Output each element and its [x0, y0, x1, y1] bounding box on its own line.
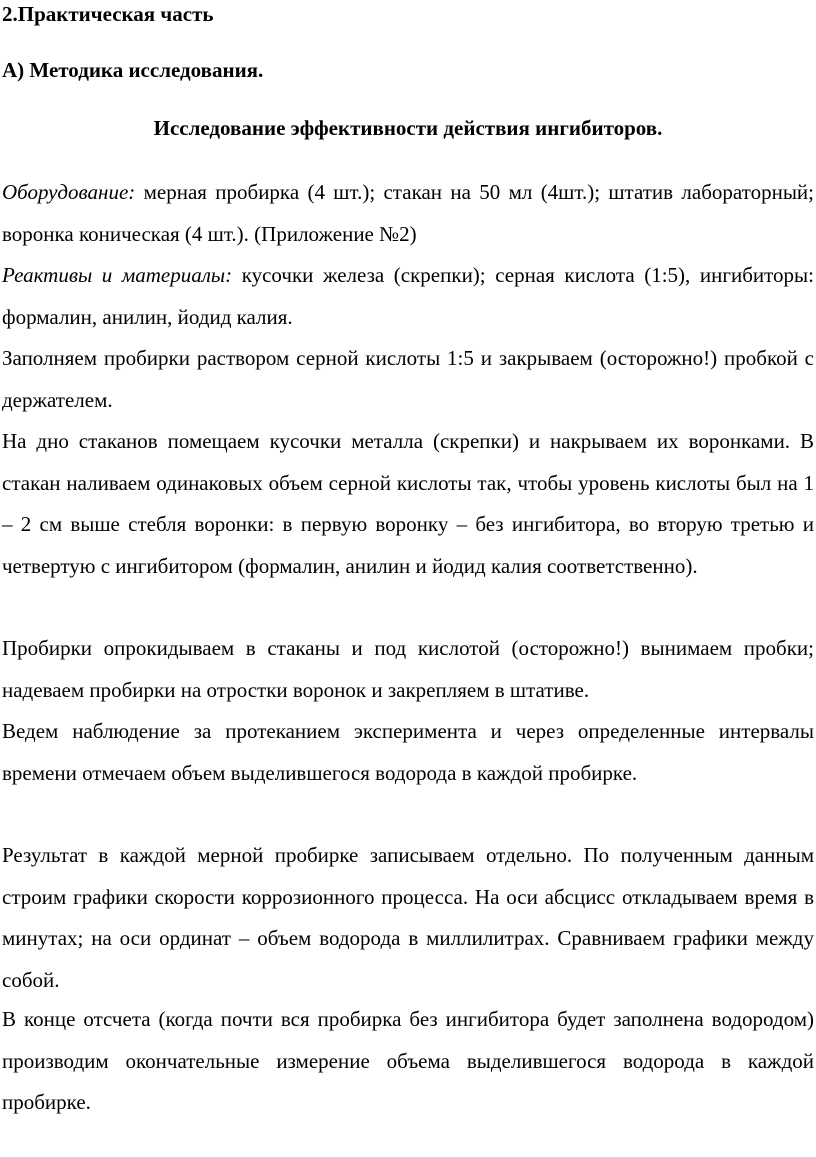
- paragraph-label: Реактивы и материалы:: [2, 263, 233, 287]
- paragraph-equipment: [2, 172, 814, 255]
- paragraph-text: мерная пробирка (4 шт.); стакан на 50 мл (4шт.); штатив лабораторный; воронка коническая (4 шт.). (Приложение №2): [2, 180, 814, 246]
- paragraph-text: Заполняем пробирки раствором серной кислоты 1:5 и закрываем (осторожно!) пробкой с держателем.: [2, 346, 814, 412]
- paragraph-text: На дно стаканов помещаем кусочки металла (скрепки) и накрываем их воронками. В стакан наливаем одинаковых объем серной кислоты так, чтобы уровень кислоты был на 1 – 2 см выше стебля воронки: в первую воронку – без ингибитора, во вторую третью и четвертую с ингибитором (формалин, анилин и йодид калия соответственно).: [2, 429, 814, 578]
- paragraph-text: Результат в каждой мерной пробирке записываем отдельно. По полученным данным строим графики скорости коррозионного процесса. На оси абсцисс откладываем время в минутах; на оси ординат – объем водорода в миллилитрах. Сравниваем графики между собой.: [2, 843, 814, 992]
- paragraph-step-final: [2, 999, 814, 1124]
- subheading: А) Методика исследования.: [2, 58, 264, 82]
- paragraph-step-beakers: [2, 421, 814, 587]
- paragraph-label: Оборудование:: [2, 180, 136, 204]
- section-heading: 2.Практическая часть: [2, 2, 214, 26]
- paragraph-reagents: [2, 255, 814, 338]
- paragraph-step-observe: [2, 711, 814, 794]
- paragraph-step-invert: [2, 628, 814, 711]
- paragraph-text: Ведем наблюдение за протеканием эксперимента и через определенные интервалы времени отмечаем объем выделившегося водорода в каждой пробирке.: [2, 719, 814, 785]
- paragraph-step-fill: [2, 338, 814, 421]
- page-title: Исследование эффективности действия ингибиторов.: [153, 116, 663, 140]
- paragraph-text: В конце отсчета (когда почти вся пробирка без ингибитора будет заполнена водородом) производим окончательные измерение объема выделившегося водорода в каждой пробирке.: [2, 1007, 814, 1114]
- paragraph-text: Пробирки опрокидываем в стаканы и под кислотой (осторожно!) вынимаем пробки; надеваем пробирки на отростки воронок и закрепляем в штативе.: [2, 636, 814, 702]
- paragraph-step-results: [2, 835, 814, 1001]
- paragraph-text: кусочки железа (скрепки); серная кислота (1:5), ингибиторы: формалин, анилин, йодид калия.: [2, 263, 814, 329]
